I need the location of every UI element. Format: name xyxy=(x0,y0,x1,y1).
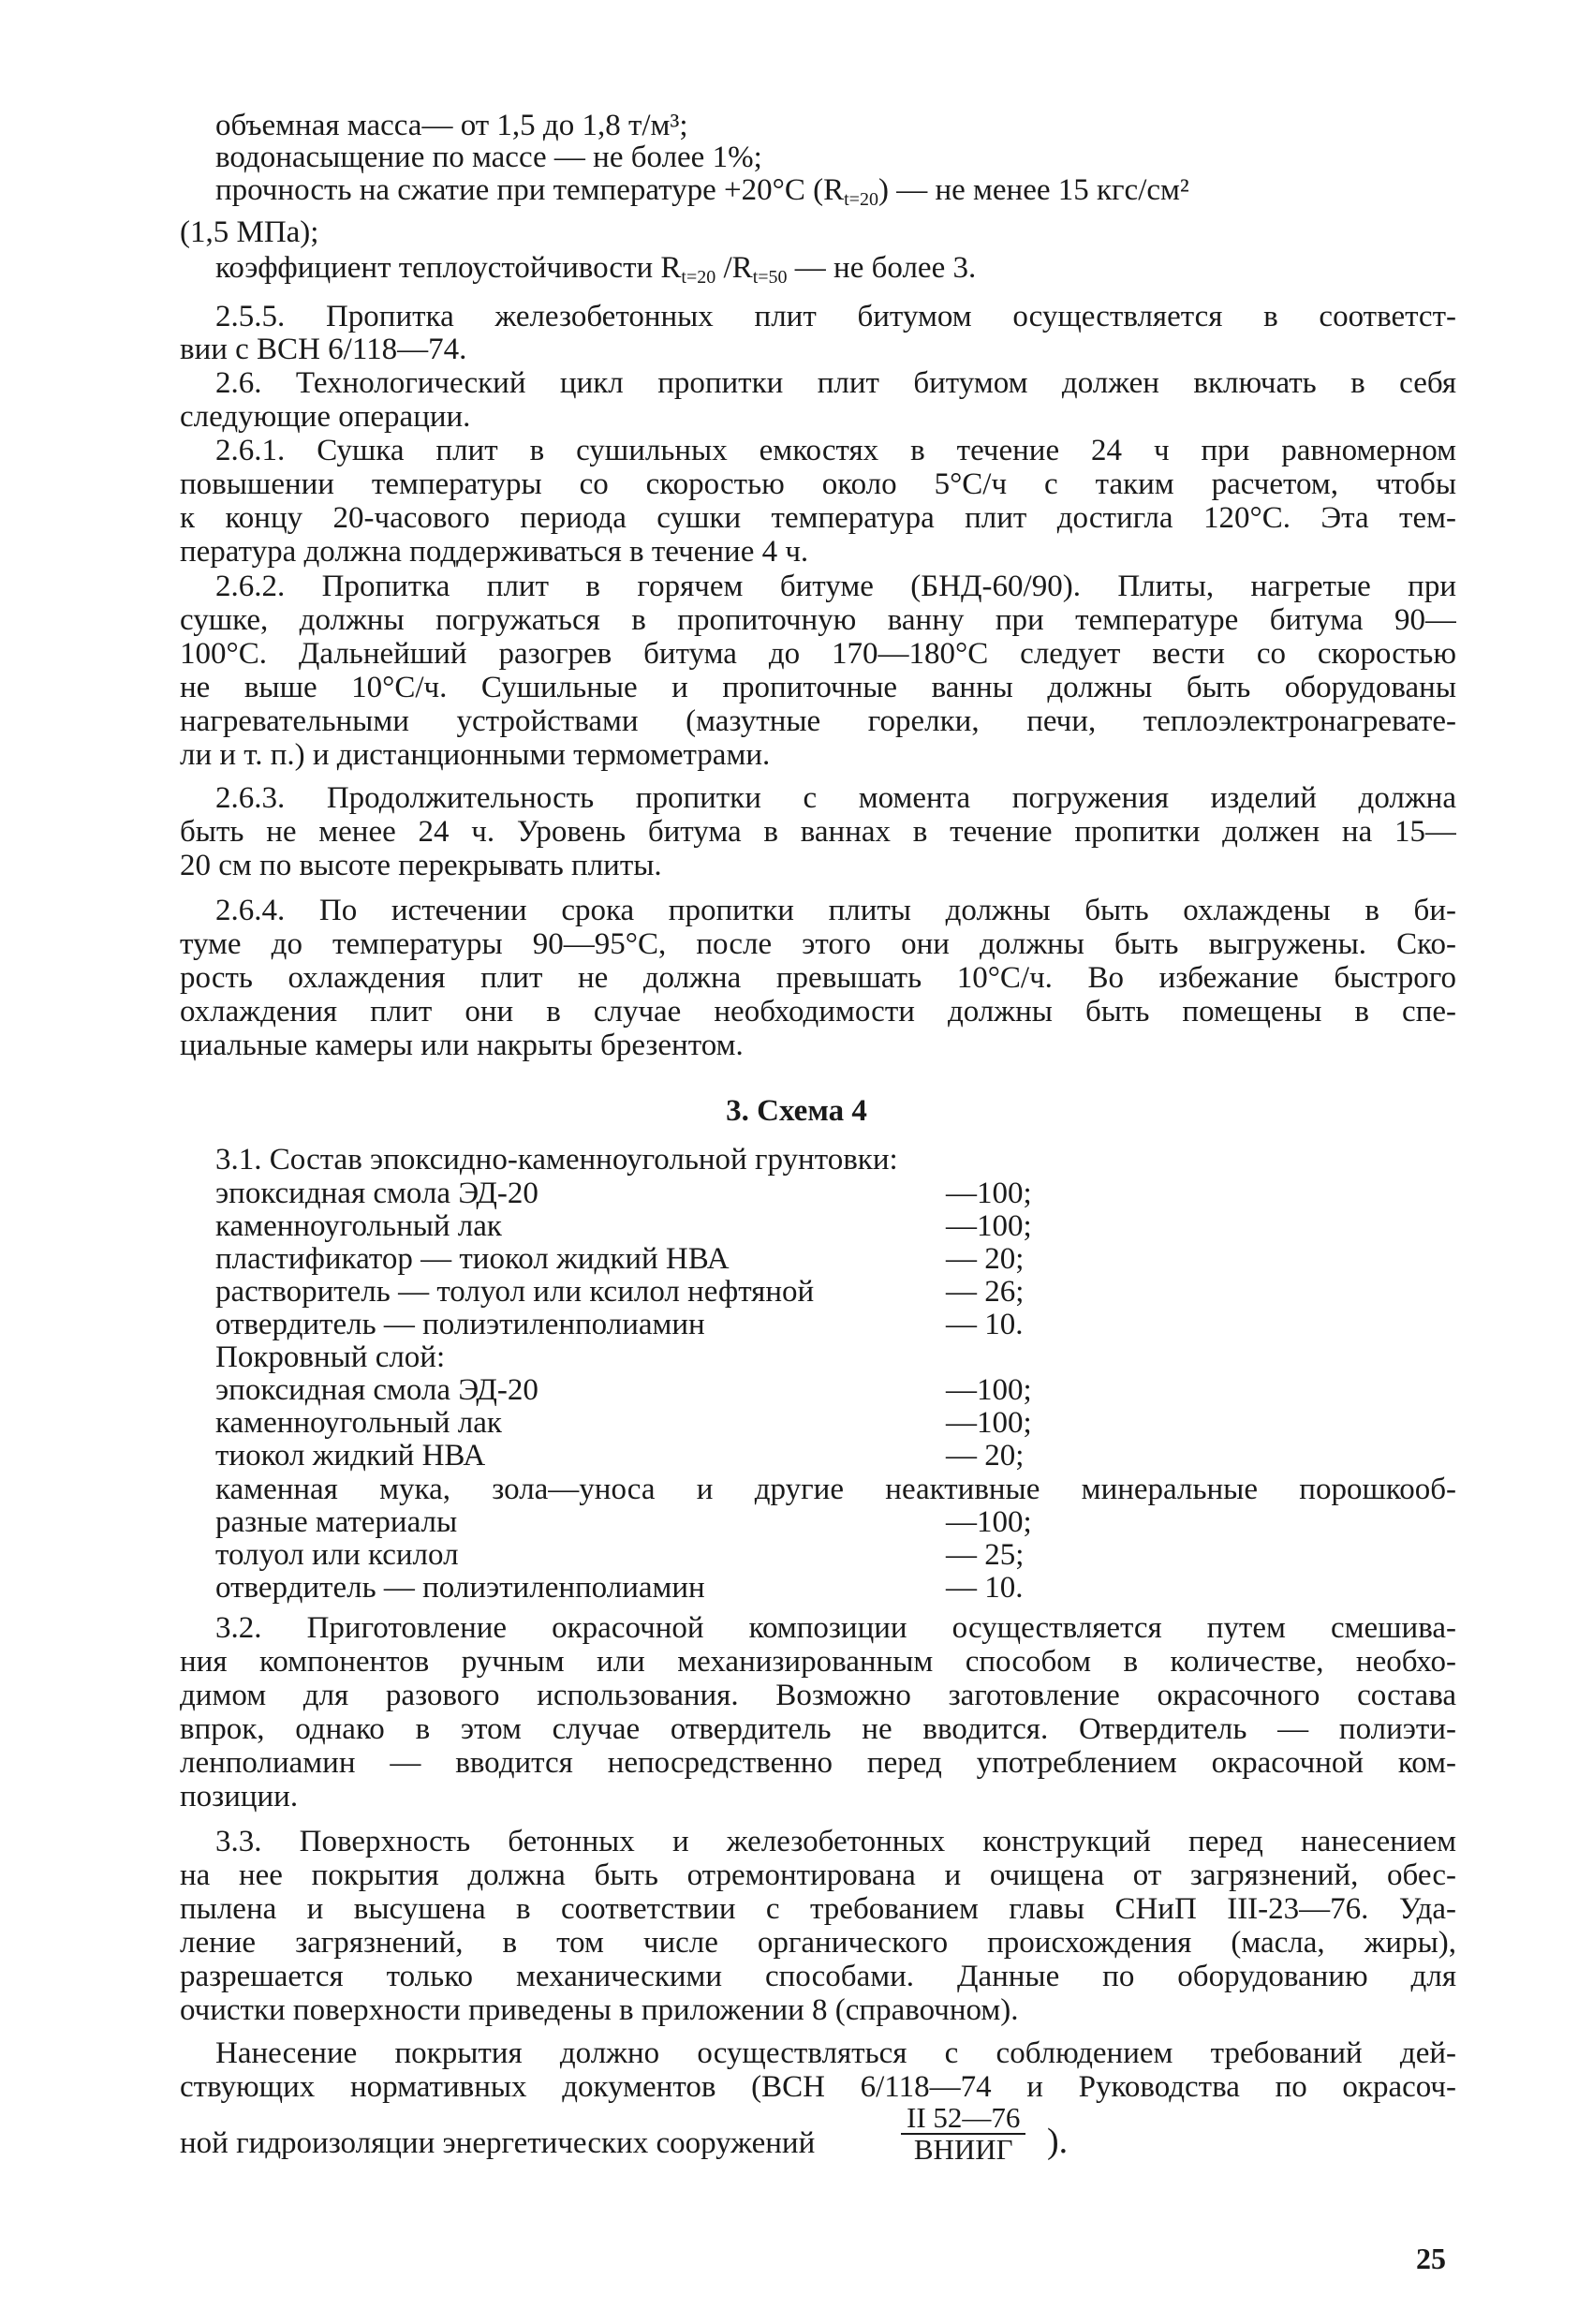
paragraph-line: рость охлаждения плит не должна превышать 10°С/ч. Во избежание быстрого xyxy=(180,963,1456,994)
paragraph-line: ли и т. п.) и дистанционными термометрами. xyxy=(180,738,771,772)
component-qty: —100; xyxy=(946,1177,1032,1210)
component-qty: — 20; xyxy=(946,1242,1025,1276)
page-number: 25 xyxy=(1416,2242,1446,2275)
paragraph-line: циальные камеры или накрыты брезентом. xyxy=(180,1029,744,1062)
primer-intro: 3.1. Состав эпоксидно-каменноугольной грунтовки: xyxy=(215,1143,898,1177)
paragraph-line: 2.6.3. Продолжительность пропитки с момента погружения изделий должна xyxy=(215,783,1456,814)
text-fragment: — не более 3. xyxy=(787,251,977,285)
component-name: каменноугольный лак xyxy=(215,1406,502,1440)
text-line: объемная масса— от 1,5 до 1,8 т/м³; xyxy=(215,109,688,142)
paragraph-line: быть не менее 24 ч. Уровень битума в ваннах в течение пропитки должен на 15— xyxy=(180,817,1456,848)
text-fragment: ) — не менее 15 кгс/см² xyxy=(878,173,1189,207)
paragraph-line: ленполиамин — вводится непосредственно перед употреблением окрасочной ком- xyxy=(180,1748,1456,1779)
component-name: отвердитель — полиэтиленполиамин xyxy=(215,1308,705,1341)
component-qty: — 10. xyxy=(946,1308,1024,1341)
text-fragment: коэффициент теплоустойчивости R xyxy=(215,251,682,285)
component-name: пластификатор — тиокол жидкий НВА xyxy=(215,1242,730,1276)
text-line: (1,5 МПа); xyxy=(180,215,319,249)
text-line-coefficient xyxy=(215,253,1456,293)
paragraph-line: 3.2. Приготовление окрасочной композиции осуществляется путем смешива- xyxy=(215,1613,1456,1644)
text-fragment: /R xyxy=(715,251,753,285)
paragraph-line: ление загрязнений, в том числе органического происхождения (масла, жиры), xyxy=(180,1928,1456,1959)
paragraph-line: 2.6.2. Пропитка плит в горячем битуме (БНД-60/90). Плиты, нагретые при xyxy=(215,571,1456,602)
component-name: каменная мука, зола—уноса и другие неактивные минеральные порошкооб- xyxy=(215,1474,1456,1505)
fraction-denominator: ВНИИГ xyxy=(913,2133,1013,2166)
paragraph-line: впрок, однако в этом случае отвердитель не вводится. Отвердитель — полиэти- xyxy=(180,1714,1456,1745)
paragraph-line: не выше 10°С/ч. Сушильные и пропиточные ванны должны быть оборудованы xyxy=(180,673,1456,703)
component-qty: — 25; xyxy=(946,1538,1025,1572)
paragraph-line: нагревательными устройствами (мазутные горелки, печи, теплоэлектронагревате- xyxy=(180,706,1456,737)
paragraph-line: ной гидроизоляции энергетических сооружений xyxy=(180,2126,816,2160)
paragraph-line: ния компонентов ручным или механизированным способом в количестве, необхо- xyxy=(180,1647,1456,1678)
paragraph-line: следующие операции. xyxy=(180,400,471,434)
component-name: разные материалы xyxy=(215,1505,458,1539)
paragraph-line: позиции. xyxy=(180,1780,299,1813)
component-name: растворитель — толуол или ксилол нефтяной xyxy=(215,1275,815,1309)
paragraph-line: 2.6.4. По истечении срока пропитки плиты должны быть охлаждены в би- xyxy=(215,896,1456,926)
paragraph-line: 20 см по высоте перекрывать плиты. xyxy=(180,849,662,882)
component-name: эпоксидная смола ЭД-20 xyxy=(215,1373,538,1407)
paragraph-line: сушке, должны погружаться в пропиточную ванну при температуре битума 90— xyxy=(180,605,1456,636)
paragraph-line: 100°С. Дальнейший разогрев битума до 170—180°С следует вести со скоростью xyxy=(180,639,1456,670)
paragraph-line: ствующих нормативных документов (ВСН 6/118—74 и Руководства по окрасоч- xyxy=(180,2072,1456,2103)
paragraph-line: 2.6.1. Сушка плит в сушильных емкостях в течение 24 ч при равномерном xyxy=(215,436,1456,466)
component-qty: — 26; xyxy=(946,1275,1025,1309)
component-qty: — 20; xyxy=(946,1439,1025,1473)
component-qty: —100; xyxy=(946,1373,1032,1407)
component-name: толуол или ксилол xyxy=(215,1538,459,1572)
component-qty: —100; xyxy=(946,1505,1032,1539)
subscript: t=50 xyxy=(752,267,788,288)
text-line-strength xyxy=(215,175,1456,215)
component-qty: — 10. xyxy=(946,1571,1024,1605)
paragraph-line: разрешается только механическими способами. Данные по оборудованию для xyxy=(180,1961,1456,1992)
text-fragment: прочность на сжатие при температуре +20°С (R xyxy=(215,173,845,207)
component-name: тиокол жидкий НВА xyxy=(215,1439,486,1473)
component-name: каменноугольный лак xyxy=(215,1209,502,1243)
component-qty: —100; xyxy=(946,1406,1032,1440)
paragraph-line: димом для разового использования. Возможно заготовление окрасочного состава xyxy=(180,1680,1456,1711)
paragraph-line: на нее покрытия должна быть отремонтирована и очищена от загрязнений, обес- xyxy=(180,1860,1456,1891)
reference-fraction xyxy=(901,2103,1025,2165)
paragraph-line: очистки поверхности приведены в приложении 8 (справочном). xyxy=(180,1993,1019,2027)
paragraph-line: Нанесение покрытия должно осуществляться с соблюдением требований дей- xyxy=(215,2038,1456,2069)
paragraph-line: к концу 20-часового периода сушки температура плит достигла 120°С. Эта тем- xyxy=(180,503,1456,534)
paragraph-line: пература должна поддерживаться в течение 4 ч. xyxy=(180,535,809,569)
subscript: t=20 xyxy=(844,189,878,210)
subscript: t=20 xyxy=(681,267,716,288)
paragraph-line: вии с ВСН 6/118—74. xyxy=(180,333,467,366)
component-name: эпоксидная смола ЭД-20 xyxy=(215,1177,538,1210)
component-name: отвердитель — полиэтиленполиамин xyxy=(215,1571,705,1605)
paragraph-line: пылена и высушена в соответствии с требованием главы СНиП III-23—76. Уда- xyxy=(180,1894,1456,1925)
cover-label: Покровный слой: xyxy=(215,1340,446,1374)
text-line: водонасыщение по массе — не более 1%; xyxy=(215,141,762,174)
component-qty: —100; xyxy=(946,1209,1032,1243)
paragraph-line: 2.5.5. Пропитка железобетонных плит битумом осуществляется в соответст- xyxy=(215,302,1456,333)
paragraph-line: 3.3. Поверхность бетонных и железобетонных конструкций перед нанесением xyxy=(215,1827,1456,1858)
paragraph-line: охлаждения плит они в случае необходимости должны быть помещены в спе- xyxy=(180,997,1456,1028)
paragraph-line: повышении температуры со скоростью около 5°С/ч с таким расчетом, чтобы xyxy=(180,469,1456,500)
paragraph-line: туме до температуры 90—95°С, после этого они должны быть выгружены. Ско- xyxy=(180,929,1456,960)
fraction-numerator: II 52—76 xyxy=(901,2103,1025,2135)
paragraph-line: 2.6. Технологический цикл пропитки плит битумом должен включать в себя xyxy=(215,368,1456,399)
section-heading: 3. Схема 4 xyxy=(726,1094,867,1128)
closing-paren: ). xyxy=(1047,2122,1069,2161)
